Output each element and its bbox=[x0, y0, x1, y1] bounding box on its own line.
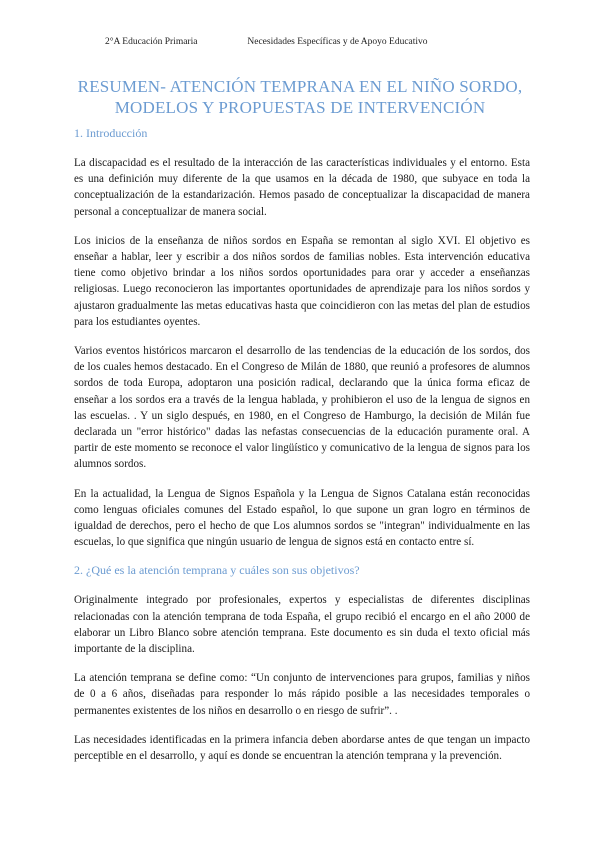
title-line-1: RESUMEN- ATENCIÓN TEMPRANA EN EL NIÑO SORDO, bbox=[77, 77, 523, 96]
section-heading-introduccion: 1. Introducción bbox=[74, 126, 148, 140]
paragraph: Originalmente integrado por profesionales, expertos y especialistas de diferentes disciplinas relacionadas con la atención temprana de toda España, el grupo recibió el encargo en el año 2000 de elaborar un Libro Blanco sobre atención temprana. Este documento es sin duda el texto oficial más importante de la disciplina. bbox=[74, 594, 530, 656]
paragraph: Las necesidades identificadas en la primera infancia deben abordarse antes de que tengan un impacto perceptible en el desarrollo, y aquí es donde se encuentran la atención temprana y la prevención. bbox=[74, 733, 530, 763]
header-course: 2°A Educación Primaria bbox=[105, 37, 198, 47]
paragraph: Varios eventos históricos marcaron el desarrollo de las tendencias de la educación de los sordos, dos de los cuales hemos destacado. En el Congreso de Milán de 1880, que reunió a profesores de alumnos sordos de toda Europa, adoptaron una posición radical, declarando que la única forma eficaz de enseñar a los sordos era a través de la lengua hablada, y prohibieron el uso de la lengua de signos en las escuelas. . Y un siglo después, en 1980, en el Congreso de Hamburgo, la decisión de Milán fue declarada un "error histórico" dadas las nefastas consecuencias de la educación puramente oral. A partir de este momento se reconoce el valor lingüístico y comunicativo de la lengua de signos para los alumnos sordos. bbox=[74, 345, 530, 471]
paragraph: En la actualidad, la Lengua de Signos Española y la Lengua de Signos Catalana están reconocidas como lenguas oficiales comunes del Estado español, lo que supone un gran logro en términos de igualdad de derechos, pero el hecho de que Los alumnos sordos se "integran" individualmente en las escuelas, lo que significa que ningún usuario de lengua de signos está en contacto entre sí. bbox=[74, 487, 530, 549]
paragraph: La atención temprana se define como: “Un conjunto de intervenciones para grupos, familias y niños de 0 a 6 años, diseñadas para responder lo más rápido posible a las necesidades temporales o permanentes existentes de los niños en desarrollo o en riesgo de sufrir”. . bbox=[74, 672, 530, 717]
section-heading-atencion-temprana: 2. ¿Qué es la atención temprana y cuáles son sus objetivos? bbox=[74, 563, 360, 578]
paragraph: La discapacidad es el resultado de la interacción de las características individuales y el entorno. Esta es una definición muy diferente de la que usamos en la década de 1980, que subyace en toda la conceptualización de la estandarización. Hemos pasado de conceptualizar la discapacidad de manera personal a conceptualizar de manera social. bbox=[74, 157, 530, 218]
page-header bbox=[105, 37, 428, 47]
document-body bbox=[74, 126, 530, 777]
header-subject: Necesidades Específicas y de Apoyo Educativo bbox=[247, 37, 428, 47]
title-line-2: MODELOS Y PROPUESTAS DE INTERVENCIÓN bbox=[114, 98, 486, 117]
paragraph: Los inicios de la enseñanza de niños sordos en España se remontan al siglo XVI. El objetivo es enseñar a hablar, leer y escribir a dos niños sordos de familias nobles. Esta intervención educativa tiene como objetivo brindar a los niños sordos oportunidades para orar y acceder a enseñanzas religiosas. Luego reconocieron las importantes oportunidades de aprendizaje para los niños sordos y ajustaron gradualmente las metas educativas hasta que coincidieron con las metas del plan de estudios para los estudiantes oyentes. bbox=[74, 234, 530, 328]
document-title bbox=[40, 76, 560, 118]
